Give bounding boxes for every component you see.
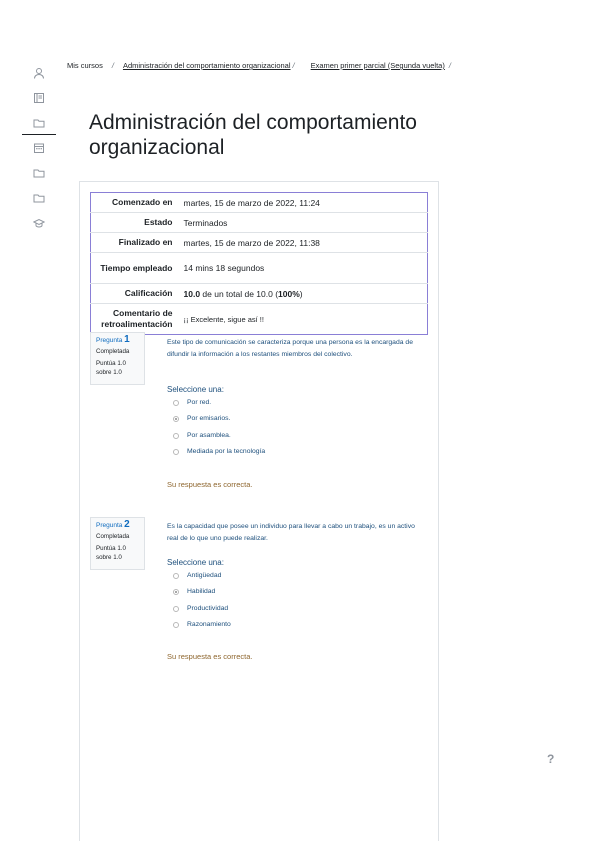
radio-button[interactable] xyxy=(173,573,179,579)
courses-link[interactable] xyxy=(22,210,56,235)
feedback-value: ¡¡ Excelente, sigue así !! xyxy=(178,304,428,335)
review-card xyxy=(79,181,439,841)
summary-row-feedback xyxy=(91,304,428,335)
option-label: Mediada por la tecnología xyxy=(187,448,266,455)
breadcrumb xyxy=(67,61,460,70)
question-1-option[interactable] xyxy=(173,432,231,439)
question-1-text: Este tipo de comunicación se caracteriza porque una persona es la encargada de difundir la información a los restantes miembros del colectivo. xyxy=(167,339,413,358)
page-title: Administración del comportamiento organizacional xyxy=(89,111,417,159)
breadcrumb-separator: / xyxy=(111,61,114,70)
grade-label: Calificación xyxy=(91,284,178,304)
radio-button[interactable] xyxy=(173,433,179,439)
question-label: Pregunta xyxy=(96,337,123,344)
finished-value: martes, 15 de marzo de 2022, 11:38 xyxy=(178,233,428,253)
state-value: Terminados xyxy=(178,213,428,233)
left-rail xyxy=(22,60,56,235)
question-1-feedback: Su respuesta es correcta. xyxy=(167,480,253,489)
question-1-option[interactable] xyxy=(173,415,230,422)
grade-value xyxy=(178,284,428,304)
participants-link[interactable] xyxy=(22,60,56,85)
finished-label: Finalizado en xyxy=(91,233,178,253)
question-number: 1 xyxy=(124,334,130,345)
folder-icon xyxy=(33,192,45,204)
radio-button[interactable] xyxy=(173,622,179,628)
folder-icon xyxy=(33,117,45,129)
attempt-summary-table xyxy=(90,192,428,335)
question-points-max: sobre 1.0 xyxy=(96,368,122,376)
grade-percent: 100% xyxy=(278,288,300,299)
breadcrumb-separator: / xyxy=(448,61,451,70)
started-value: martes, 15 de marzo de 2022, 11:24 xyxy=(183,197,320,208)
graduation-cap-icon xyxy=(33,217,45,229)
question-1-option[interactable] xyxy=(173,448,265,455)
radio-button-selected[interactable] xyxy=(173,416,179,422)
option-label: Por red. xyxy=(187,399,212,406)
option-label: Habilidad xyxy=(187,588,216,595)
files-link[interactable] xyxy=(22,160,56,185)
radio-button[interactable] xyxy=(173,449,179,455)
question-state: Completada xyxy=(96,532,130,540)
user-icon xyxy=(33,67,45,79)
question-points-max: sobre 1.0 xyxy=(96,553,122,561)
state-label: Estado xyxy=(91,213,178,233)
summary-row-started xyxy=(91,193,428,213)
question-2-feedback: Su respuesta es correcta. xyxy=(167,652,253,661)
question-1-option[interactable] xyxy=(173,399,211,406)
breadcrumb-home[interactable]: Mis cursos xyxy=(67,61,103,70)
question-number: 2 xyxy=(124,519,130,530)
question-points: Puntúa 1.0 xyxy=(96,545,126,552)
summary-row-time xyxy=(91,253,428,284)
question-1-info xyxy=(90,332,145,385)
folder-icon xyxy=(33,167,45,179)
question-2-prompt: Seleccione una: xyxy=(167,558,224,567)
time-label: Tiempo empleado xyxy=(91,253,178,284)
question-2-option[interactable] xyxy=(173,621,231,628)
feedback-label: Comentario de retroalimentación xyxy=(91,304,178,335)
option-label: Productividad xyxy=(187,605,229,612)
calendar-icon xyxy=(33,142,45,154)
question-points: Puntúa 1.0 xyxy=(96,360,126,367)
summary-row-finished xyxy=(91,233,428,253)
grade-mid: de un total de 10.0 ( xyxy=(200,288,279,299)
time-value: 14 mins 18 segundos xyxy=(178,253,428,284)
calendar-link[interactable] xyxy=(22,135,56,160)
course-content-link[interactable] xyxy=(22,110,56,135)
summary-row-grade xyxy=(91,284,428,304)
question-2-info xyxy=(90,517,145,570)
question-2-option[interactable] xyxy=(173,605,228,612)
question-1-prompt: Seleccione una: xyxy=(167,385,224,394)
question-2-option[interactable] xyxy=(173,572,221,579)
book-icon xyxy=(33,92,45,104)
option-label: Por emisarios. xyxy=(187,415,231,422)
option-label: Razonamiento xyxy=(187,621,231,628)
summary-row-state xyxy=(91,213,428,233)
option-label: Por asamblea. xyxy=(187,432,231,439)
radio-button[interactable] xyxy=(173,606,179,612)
radio-button[interactable] xyxy=(173,400,179,406)
started-label: Comenzado en xyxy=(112,197,173,207)
grade-end: ) xyxy=(299,288,303,299)
question-state: Completada xyxy=(96,347,130,355)
option-label: Antigüedad xyxy=(187,572,222,579)
question-2-option[interactable] xyxy=(173,588,215,595)
breadcrumb-separator: / xyxy=(292,61,295,70)
question-2-text: Es la capacidad que posee un individuo para llevar a cabo un trabajo, es un activo real de lo que uno puede realizar. xyxy=(167,523,415,542)
grades-link[interactable] xyxy=(22,85,56,110)
radio-button-selected[interactable] xyxy=(173,589,179,595)
grade-score: 10.0 xyxy=(183,288,201,299)
help-button[interactable]: ? xyxy=(547,752,555,766)
folder-link[interactable] xyxy=(22,185,56,210)
breadcrumb-quiz[interactable]: Examen primer parcial (Segunda vuelta) xyxy=(310,61,445,70)
breadcrumb-course[interactable]: Administración del comportamiento organizacional xyxy=(122,61,291,70)
question-label: Pregunta xyxy=(96,522,123,529)
